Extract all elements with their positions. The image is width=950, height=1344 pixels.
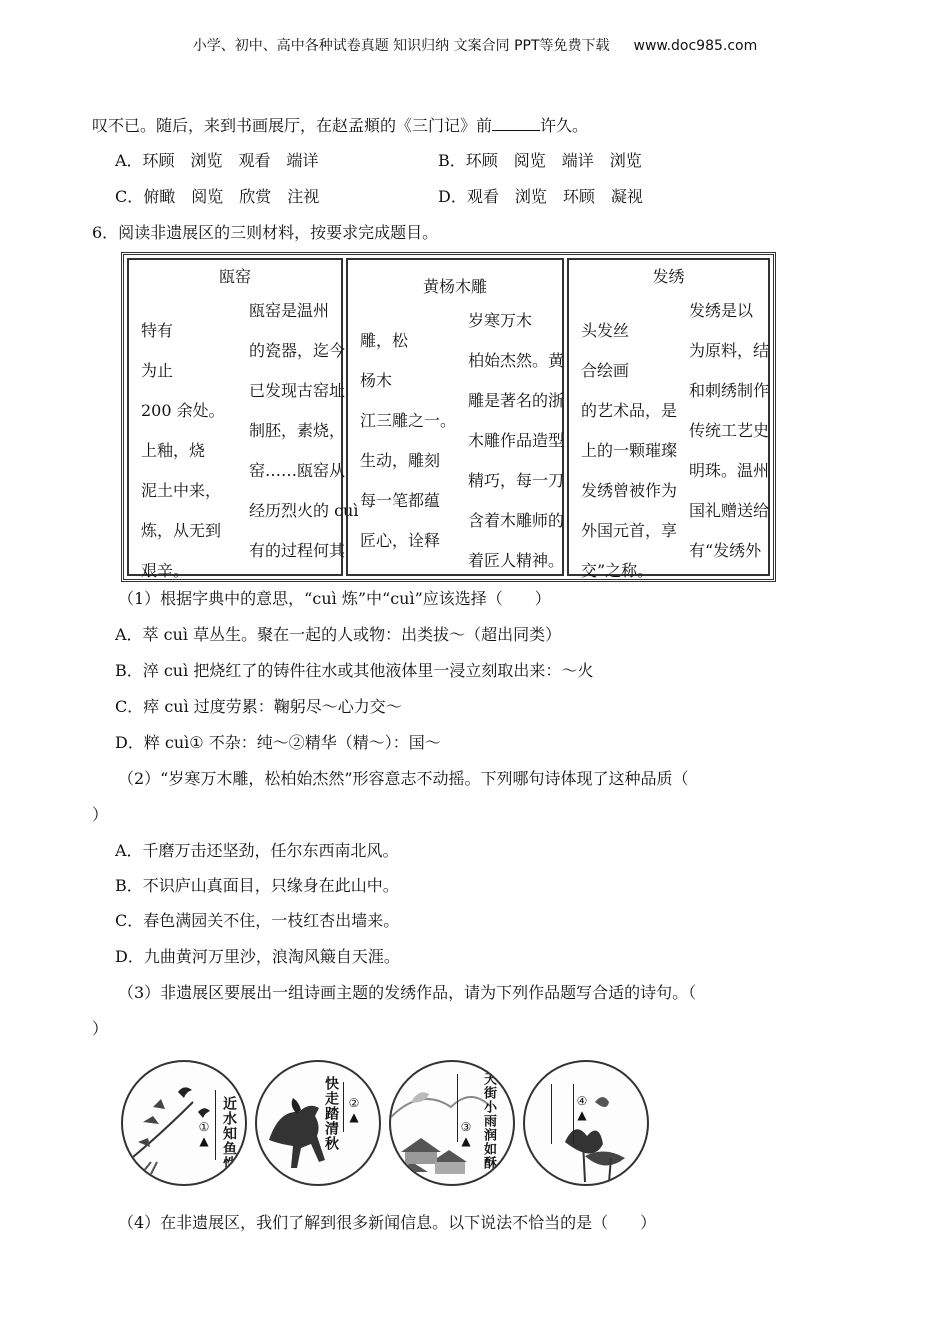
material-line: 上的一颗璀璨 <box>581 441 678 460</box>
artwork-circle-village <box>389 1060 515 1186</box>
material-line: 雕，松 <box>360 331 409 350</box>
artwork-circle-lotus <box>523 1060 649 1186</box>
material-line: 合绘画 <box>581 361 630 380</box>
page-header <box>0 35 950 55</box>
q6-sub2-option-c: C．春色满园关不住，一枝红杏出墙来。 <box>115 911 400 930</box>
material-line: 有“发绣外 <box>689 541 762 560</box>
q5-option-b: B．环顾 阅览 端详 浏览 <box>438 151 642 170</box>
material-line: 岁寒万木 <box>468 311 533 330</box>
q6-sub3-stem: （3）非遗展区要展出一组诗画主题的发绣作品，请为下列作品题写合适的诗句。（ <box>118 983 697 1002</box>
material-huangyang-carving <box>346 258 564 576</box>
material-line: 杨木 <box>360 371 393 390</box>
material-line: 明珠。温州 <box>689 461 770 480</box>
q6-sub2-option-a: A．千磨万击还坚劲，任尔东西南北风。 <box>115 841 399 860</box>
blank-mark-1: ①▲ <box>197 1120 211 1148</box>
material-line: 的艺术品，是 <box>581 401 678 420</box>
q5-option-d: D．观看 浏览 环顾 凝视 <box>438 187 643 206</box>
material-line: 每一笔都蕴 <box>360 491 441 510</box>
material-line: 上釉，烧 <box>141 441 206 460</box>
material-line: 木雕作品造型 <box>468 431 565 450</box>
material-line: 生动，雕刻 <box>360 451 441 470</box>
horse-illustration <box>257 1062 381 1186</box>
material-line: 着匠人精神。 <box>468 551 565 570</box>
material-line: 为止 <box>141 361 174 380</box>
material-line: 泥土中来， <box>141 481 222 500</box>
answer-blank <box>492 116 540 131</box>
q6-sub1-stem: （1）根据字典中的意思，“cuì 炼”中“cuì”应该选择（ ） <box>118 589 551 608</box>
material-line: 传统工艺史 <box>689 421 770 440</box>
q5-option-a: A．环顾 浏览 观看 端详 <box>115 151 319 170</box>
material-line: 和刺绣制作 <box>689 381 770 400</box>
q5-option-c: C．俯瞰 阅览 欣赏 注视 <box>115 187 320 206</box>
material-line: 窑……瓯窑从 <box>249 461 346 480</box>
q5-line <box>92 113 588 136</box>
material-line: 含着木雕师的 <box>468 511 565 530</box>
lotus-illustration <box>525 1062 649 1186</box>
material-line: 外国元首，享 <box>581 521 678 540</box>
artwork-circle-birds <box>121 1060 247 1186</box>
material-line: 精巧，每一刀 <box>468 471 565 490</box>
material-line: 雕是著名的浙 <box>468 391 565 410</box>
material-line: 江三雕之一。 <box>360 411 457 430</box>
material-hair-embroidery <box>567 258 770 580</box>
material-line: 有的过程何其 <box>249 541 346 560</box>
material-title: 瓯窑 <box>218 267 251 286</box>
material-line: 的瓷器，迄今 <box>249 341 346 360</box>
q6-sub4-stem: （4）在非遗展区，我们了解到很多新闻信息。以下说法不恰当的是（ ） <box>118 1213 657 1232</box>
material-line: 柏始杰然。黄 <box>468 351 565 370</box>
material-line: 艰辛。 <box>141 561 190 580</box>
blank-mark-2: ②▲ <box>347 1096 361 1124</box>
poem-3: 天街小雨润如酥 <box>481 1072 496 1170</box>
q6-sub1-option-d: D．粹 cuì① 不杂：纯～②精华（精～）：国～ <box>115 733 441 752</box>
header-text: 小学、初中、高中各种试卷真题 知识归纳 文案合同 PPT等免费下载 <box>192 38 610 54</box>
material-ouyao <box>127 258 359 580</box>
q6-sub2-option-d: D．九曲黄河万里沙，浪淘风簸自天涯。 <box>115 947 400 966</box>
q5-line-after: 许久。 <box>540 116 589 135</box>
q6-sub3-stem-end: ） <box>92 1019 109 1038</box>
material-title: 黄杨木雕 <box>422 277 487 296</box>
material-title: 发绣 <box>652 267 685 286</box>
material-line: 为原料，结 <box>689 341 770 360</box>
blank-mark-3: ③▲ <box>459 1120 473 1148</box>
q6-sub1-option-a: A．萃 cuì 草丛生。聚在一起的人或物：出类拔～（超出同类） <box>115 625 562 644</box>
material-line: 制胚，素烧， <box>249 421 346 440</box>
q6-sub2-option-b: B．不识庐山真面目，只缘身在此山中。 <box>115 876 399 895</box>
q6-sub2-stem: （2）“岁寒万木雕，松柏始杰然”形容意志不动摇。下列哪句诗体现了这种品质（ <box>118 769 689 788</box>
q6-sub1-option-b: B．淬 cuì 把烧红了的铸件往水或其他液体里一浸立刻取出来：～火 <box>115 661 594 680</box>
material-line: 炼，从无到 <box>141 521 222 540</box>
artwork-circle-horse <box>255 1060 381 1186</box>
material-line: 匠心，诠释 <box>360 531 441 550</box>
material-line: 国礼赠送给 <box>689 501 770 520</box>
materials-table <box>121 252 776 582</box>
q6-sub2-stem-end: ） <box>92 805 109 824</box>
blank-mark-4: ④▲ <box>575 1094 589 1122</box>
material-line: 发绣曾被作为 <box>581 481 678 500</box>
material-line: 发绣是以 <box>689 301 754 320</box>
poem-2: 快走踏清秋 <box>323 1076 339 1151</box>
material-line: 200 余处。 <box>141 401 225 420</box>
material-line: 已发现古窑址 <box>249 381 346 400</box>
material-line: 特有 <box>141 321 174 340</box>
material-line: 头发丝 <box>581 321 630 340</box>
q5-line-before: 叹不已。随后，来到书画展厅，在赵孟頫的《三门记》前 <box>92 116 493 135</box>
q6-sub1-option-c: C．瘁 cuì 过度劳累：鞠躬尽～心力交～ <box>115 697 402 716</box>
material-line: 经历烈火的 cuì <box>249 501 359 520</box>
material-line: 瓯窑是温州 <box>249 301 330 320</box>
header-site: www.doc985.com <box>633 38 758 54</box>
poem-1: 近水知鱼性 <box>221 1096 237 1171</box>
q6-stem: 6．阅读非遗展区的三则材料，按要求完成题目。 <box>92 223 439 242</box>
material-line: 交”之称。 <box>581 561 654 580</box>
